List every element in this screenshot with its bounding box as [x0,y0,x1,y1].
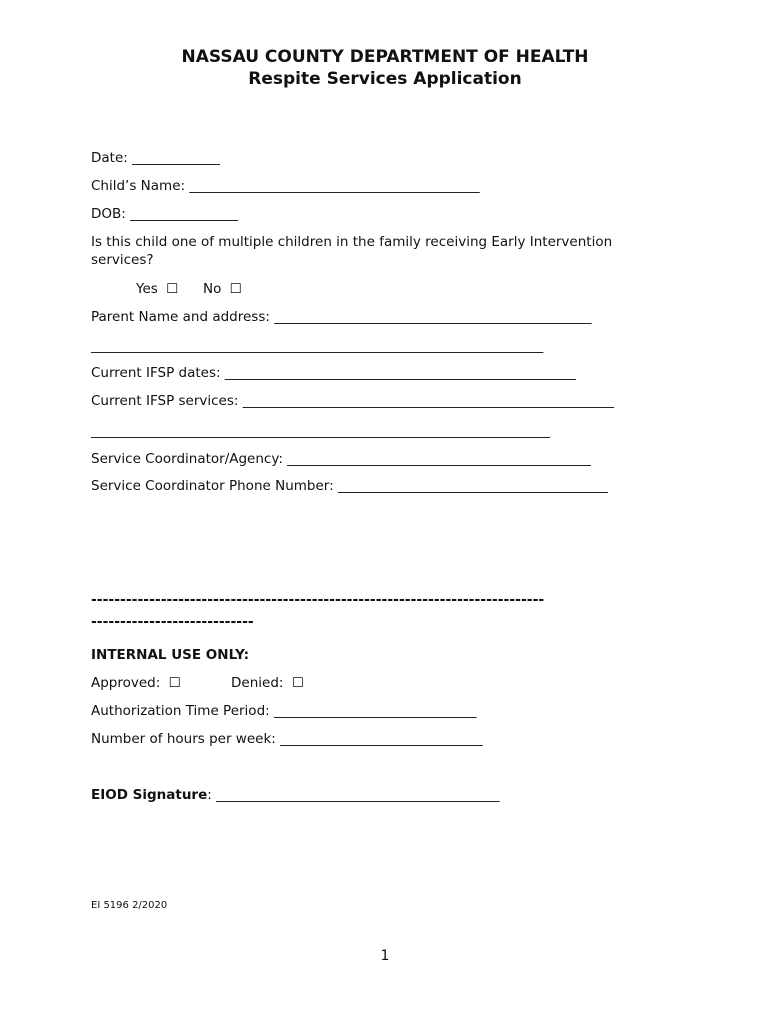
document-header [0,46,770,90]
no-label: No [203,281,222,297]
ifsp-services-line2[interactable]: ____________________________________________________________________ [91,423,550,439]
approved-option[interactable] [91,674,181,692]
hours-per-week-field[interactable]: Number of hours per week: ______________________________ [91,731,483,747]
signature-line[interactable]: : __________________________________________ [207,787,500,803]
yes-option[interactable] [136,280,178,298]
eiod-signature-field[interactable] [91,786,500,804]
denied-label: Denied: [231,675,284,691]
form-title: Respite Services Application [248,69,522,89]
child-name-field[interactable]: Child’s Name: ___________________________________________ [91,178,480,194]
date-field[interactable]: Date: _____________ [91,150,220,166]
approved-checkbox[interactable]: ☐ [168,675,181,691]
separator-line-2: ---------------------------- [91,614,254,630]
approved-label: Approved: [91,675,161,691]
dob-field[interactable]: DOB: ________________ [91,206,239,222]
ifsp-dates-field[interactable]: Current IFSP dates: ____________________________________________________ [91,365,576,381]
page-number: 1 [380,948,390,964]
parent-name-field[interactable]: Parent Name and address: _______________________________________________ [91,309,592,325]
form-code: EI 5196 2/2020 [91,900,168,911]
ifsp-services-field[interactable]: Current IFSP services: _______________________________________________________ [91,393,614,409]
signature-label: EIOD Signature [91,787,208,803]
denied-checkbox[interactable]: ☐ [291,675,304,691]
department-title: NASSAU COUNTY DEPARTMENT OF HEALTH [181,47,589,67]
yes-checkbox[interactable]: ☐ [166,281,179,297]
coordinator-phone-field[interactable]: Service Coordinator Phone Number: ________________________________________ [91,478,608,494]
no-option[interactable] [203,280,242,298]
internal-use-heading: INTERNAL USE ONLY: [91,647,250,663]
denied-option[interactable] [231,674,304,692]
multiple-children-question: Is this child one of multiple children in the family receiving Early Intervention services? [91,234,613,268]
separator-line-1: ------------------------------------------------------------------------------ [91,592,545,608]
parent-address-line2[interactable]: ___________________________________________________________________ [91,338,544,354]
yes-label: Yes [136,281,158,297]
coordinator-agency-field[interactable]: Service Coordinator/Agency: _____________________________________________ [91,451,591,467]
no-checkbox[interactable]: ☐ [229,281,242,297]
authorization-period-field[interactable]: Authorization Time Period: ______________________________ [91,703,477,719]
